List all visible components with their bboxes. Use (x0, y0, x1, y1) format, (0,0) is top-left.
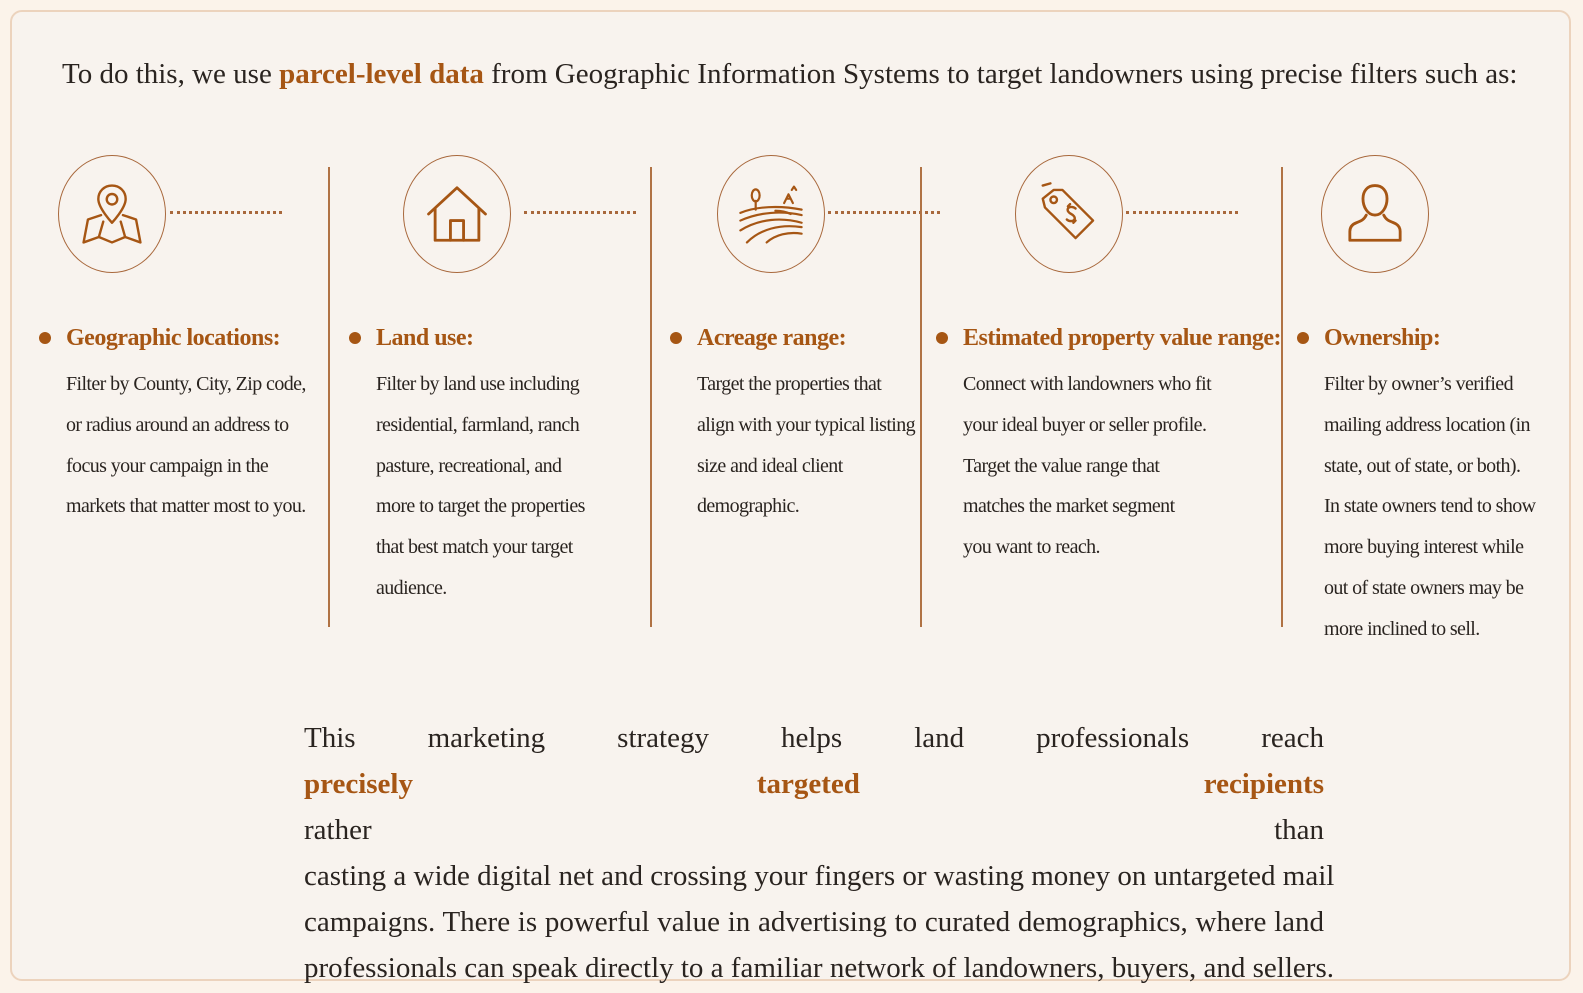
outro-highlight: precisely targeted recipients (304, 768, 1324, 800)
bullet-dot (39, 332, 51, 344)
filter-acreage (697, 318, 915, 527)
filter-title: Geographic locations: (66, 318, 306, 358)
map-pin-icon (58, 155, 166, 273)
column-divider-4 (1281, 167, 1283, 627)
filter-land-use (376, 318, 585, 609)
bullet-dot (349, 332, 361, 344)
farmland-icon (717, 155, 825, 273)
filter-geographic (66, 318, 306, 527)
filter-description: Filter by owner’s verified mailing address location (in state, out of state, or both). In state owners tend to show more buying interest while out of state owners may be more inclined to sell. (1324, 373, 1536, 640)
connector-dots-4 (1126, 211, 1238, 214)
filter-title: Ownership: (1324, 318, 1536, 358)
connector-dots-1 (170, 211, 282, 214)
outro-line-4: professionals can speak directly to a familiar network of landowners, buyers, and sellers. (304, 952, 1334, 984)
filter-title: Acreage range: (697, 318, 915, 358)
intro-text-start: To do this, we use (62, 58, 280, 90)
intro-highlight: parcel-level data (279, 58, 484, 90)
column-divider-2 (650, 167, 652, 627)
intro-text-end: from Geographic Information Systems to target landowners using precise filters such as: (483, 58, 1518, 90)
bullet-dot (670, 332, 682, 344)
connector-dots-2 (524, 211, 636, 214)
filter-description: Filter by land use including residential, farmland, ranch pasture, recreational, and more to target the properties that best match your target audience. (376, 373, 585, 599)
house-icon (403, 155, 511, 273)
person-icon (1321, 155, 1429, 273)
filter-description: Target the properties that align with your typical listing size and ideal client demographic. (697, 373, 916, 518)
bullet-dot (1297, 332, 1309, 344)
outro-paragraph (304, 715, 1335, 991)
column-divider-3 (920, 167, 922, 627)
intro-paragraph (62, 54, 1542, 94)
filter-description: Connect with landowners who fit your ideal buyer or seller profile. Target the value range that matches the market segment you want to reach. (963, 373, 1212, 559)
filter-title: Estimated property value range: (963, 318, 1281, 358)
filter-description: Filter by County, City, Zip code, or radius around an address to focus your campaign in the markets that matter most to you. (66, 373, 306, 518)
column-divider-1 (328, 167, 330, 627)
filter-property-value (963, 318, 1281, 568)
connector-dots-3 (828, 211, 940, 214)
outro-line-2: casting a wide digital net and crossing your fingers or wasting money on untargeted mail (304, 860, 1335, 892)
filter-ownership (1324, 318, 1536, 650)
bullet-dot (936, 332, 948, 344)
price-tag-icon (1015, 155, 1123, 273)
outro-line-1: This marketing strategy helps land professionals reach precisely targeted recipients rather than (304, 722, 1324, 846)
outro-line-3: campaigns. There is powerful value in advertising to curated demographics, where land (304, 906, 1324, 938)
filter-title: Land use: (376, 318, 585, 358)
